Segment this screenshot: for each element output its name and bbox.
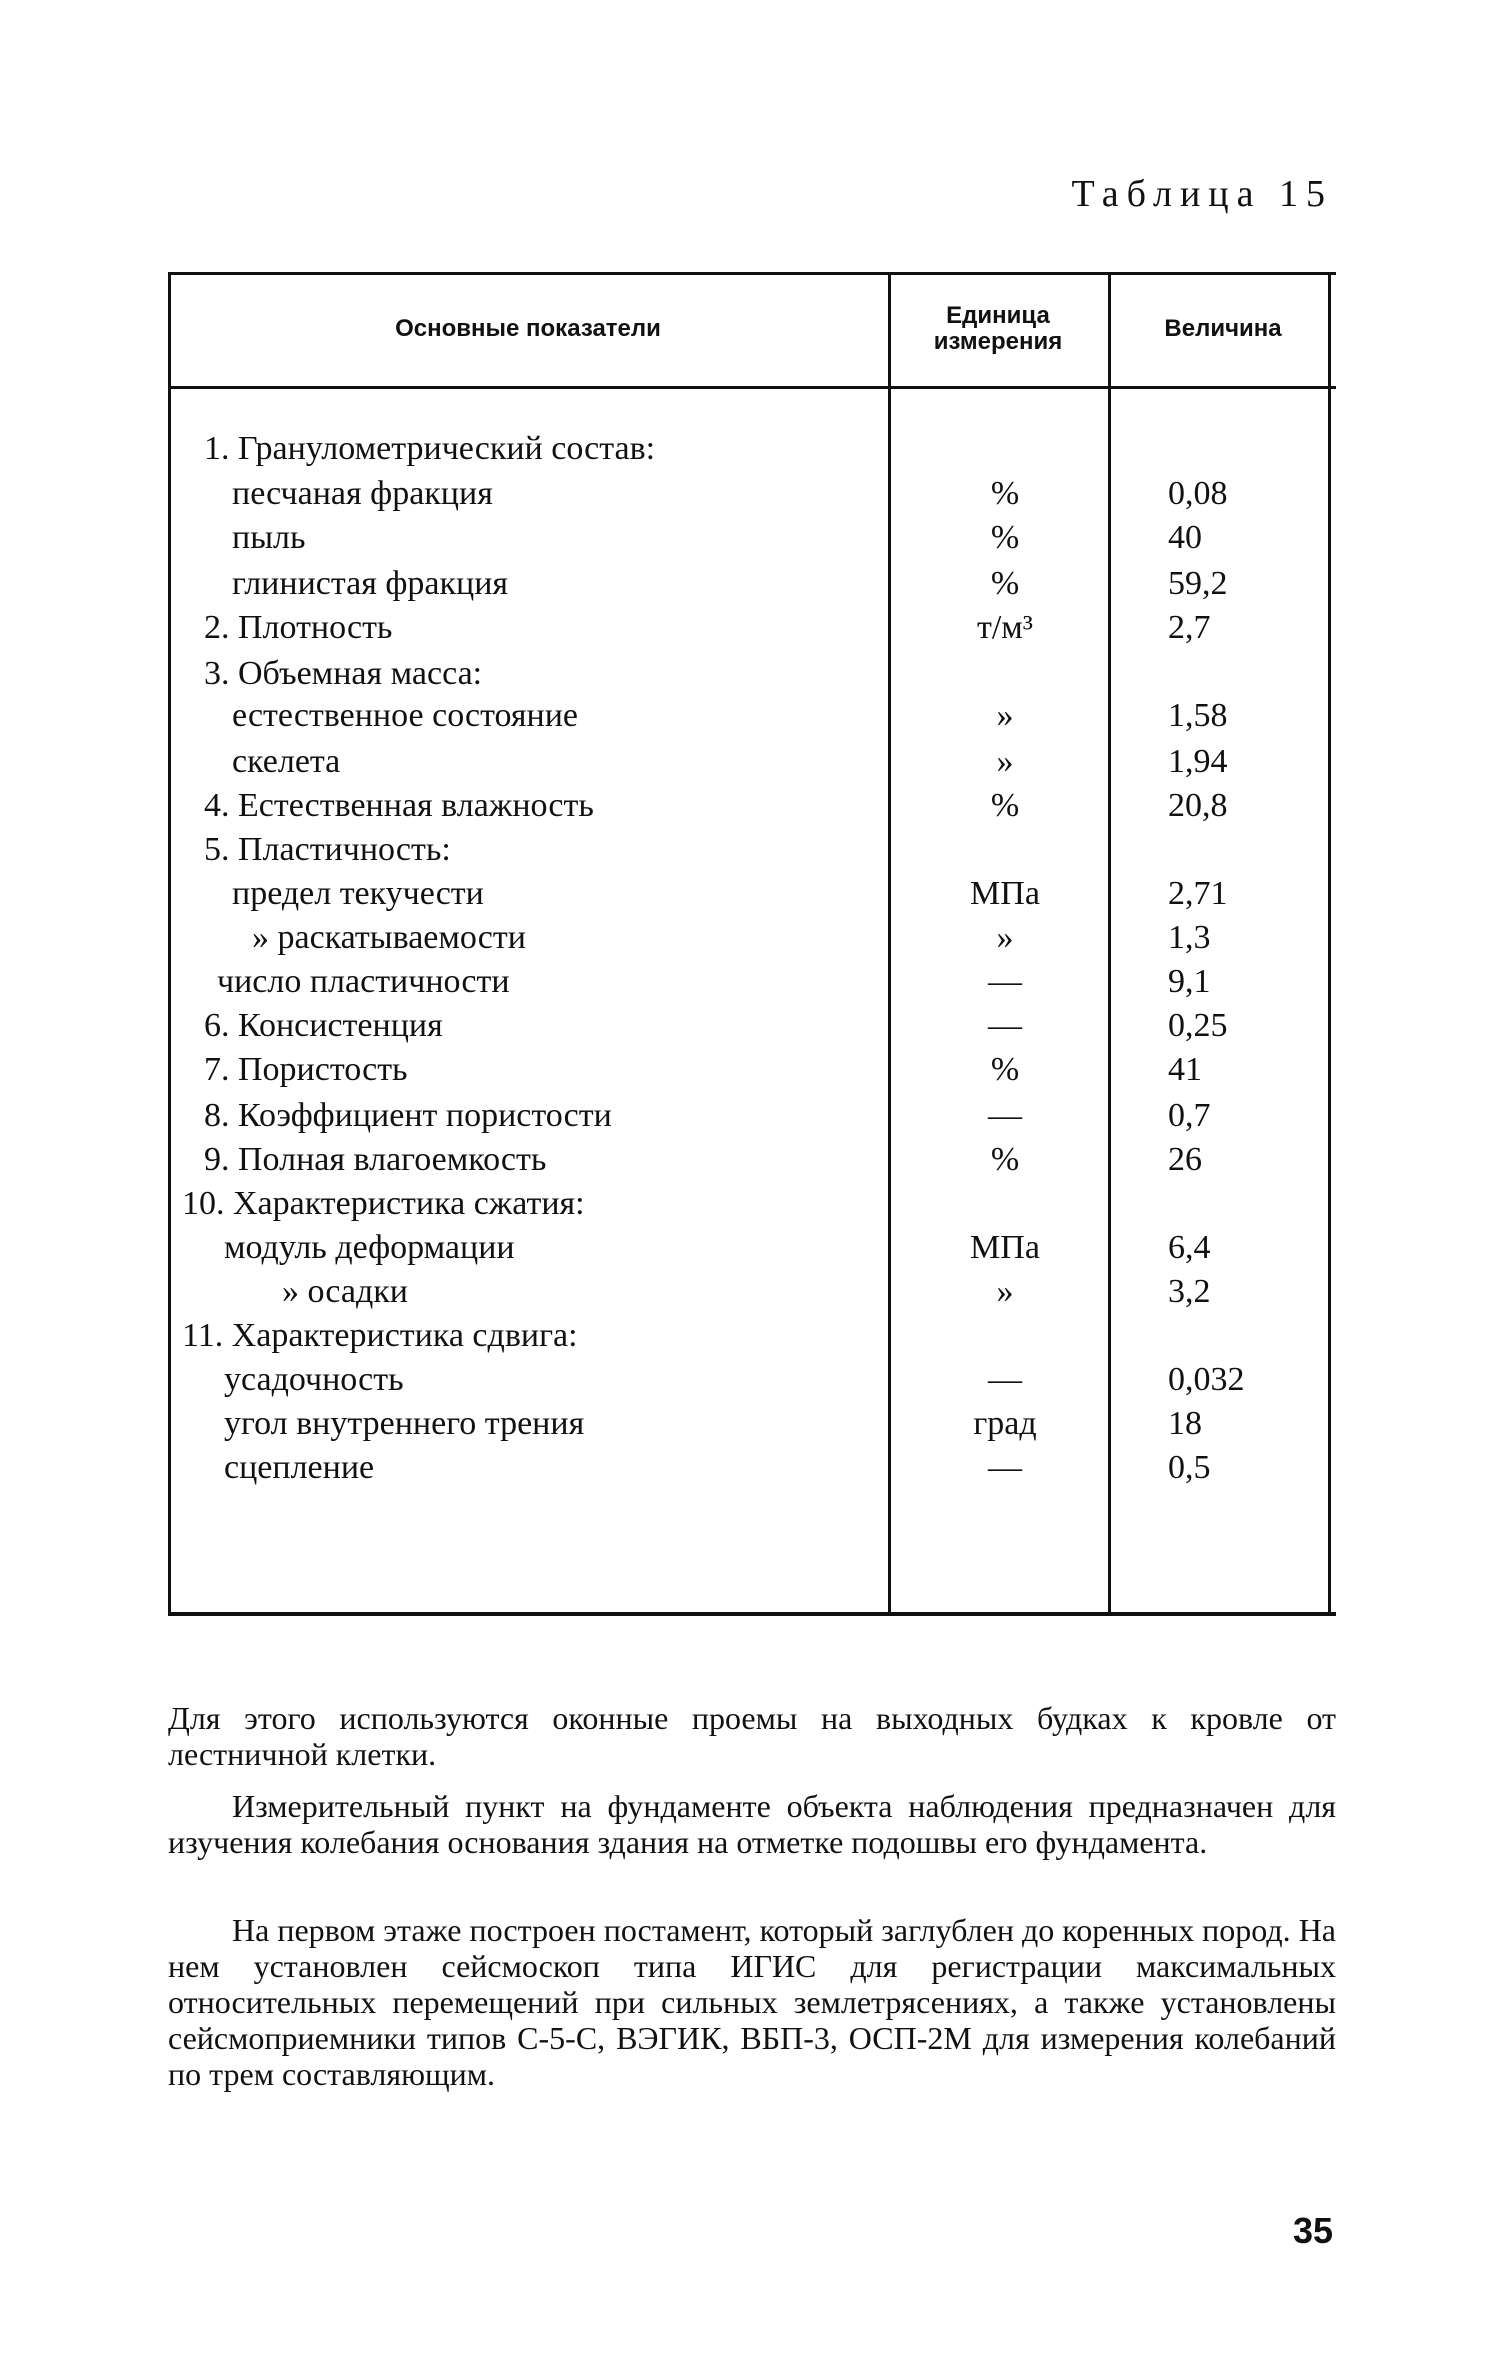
unit-cell: » [996, 697, 1014, 734]
value-cell: 1,58 [1168, 697, 1228, 734]
unit-cell: — [988, 1097, 1022, 1134]
value-cell: 9,1 [1168, 963, 1211, 1000]
indicator-name: угол внутреннего трения [224, 1405, 585, 1442]
unit-cell: » [996, 1273, 1014, 1310]
table-bottom-rule [168, 1612, 1336, 1616]
table-row [168, 740, 1336, 784]
table-row [168, 828, 1336, 872]
indicator-name: предел текучести [232, 875, 484, 912]
value-cell: 0,5 [1168, 1449, 1211, 1486]
value-cell: 1,94 [1168, 743, 1228, 780]
value-cell: 0,7 [1168, 1097, 1211, 1134]
header-indicator: Основные показатели [395, 315, 661, 342]
page-number: 35 [1292, 2210, 1333, 2251]
value-cell: 40 [1168, 519, 1202, 556]
indicator-name: модуль деформации [224, 1229, 515, 1266]
indicator-name: глинистая фракция [232, 565, 509, 602]
unit-cell: — [988, 963, 1022, 1000]
value-cell: 2,71 [1168, 875, 1228, 912]
paragraph: Для этого используются оконные проемы на выходных будках к кровле от лестничной клетки. [168, 1700, 1336, 1772]
paragraph: На первом этаже построен постамент, который заглублен до коренных пород. На нем установлен сейсмоскоп типа ИГИС для регистрации максимальных относительных перемещений при сильных землетрясениях, а также установлены сейсмоприемники типов С-5-С, ВЭГИК, ВБП-3, ОСП-2М для измерения колебаний по трем составляющим. [168, 1912, 1336, 2092]
unit-cell: % [990, 787, 1020, 824]
value-cell: 18 [1168, 1405, 1202, 1442]
indicator-name: 11. Характеристика сдвига: [182, 1317, 578, 1354]
indicator-name: 9. Полная влагоемкость [204, 1141, 547, 1178]
unit-cell: % [990, 565, 1020, 602]
data-table [168, 272, 1336, 1620]
table-row [168, 652, 1336, 696]
indicator-name: 8. Коэффициент пористости [204, 1097, 612, 1134]
value-cell: 2,7 [1168, 609, 1211, 646]
table-row [168, 960, 1336, 1004]
header-unit: Единица измерения [933, 302, 1063, 355]
table-row [168, 516, 1336, 560]
indicator-name: 1. Гранулометрический состав: [204, 430, 656, 467]
value-cell: 3,2 [1168, 1273, 1211, 1310]
value-cell: 0,032 [1168, 1361, 1245, 1398]
value-cell: 59,2 [1168, 565, 1228, 602]
unit-cell: МПа [970, 875, 1040, 912]
indicator-name: » осадки [282, 1273, 408, 1310]
unit-cell: — [988, 1361, 1022, 1398]
table-row [168, 916, 1336, 960]
indicator-name: 7. Пористость [204, 1051, 408, 1088]
indicator-name: естественное состояние [232, 697, 579, 734]
indicator-name: сцепление [224, 1449, 375, 1486]
indicator-name: 3. Объемная масса: [204, 655, 483, 692]
indicator-name: 2. Плотность [204, 609, 393, 646]
indicator-name: 6. Консистенция [204, 1007, 443, 1044]
indicator-name: усадочность [224, 1361, 404, 1398]
table-row [168, 1270, 1336, 1314]
table-row [168, 1358, 1336, 1402]
paragraph: Измерительный пункт на фундаменте объекта наблюдения предназначен для изучения колебания основания здания на отметке подошвы его фундамента. [168, 1788, 1336, 1860]
indicator-name: песчаная фракция [232, 475, 493, 512]
value-cell: 0,08 [1168, 475, 1228, 512]
value-cell: 6,4 [1168, 1229, 1211, 1266]
table-row [168, 606, 1336, 650]
table-row [168, 1094, 1336, 1138]
unit-cell: % [990, 1141, 1020, 1178]
table-caption: Таблица 15 [1071, 173, 1333, 215]
value-cell: 20,8 [1168, 787, 1228, 824]
table-row [168, 1402, 1336, 1446]
unit-cell: % [990, 475, 1020, 512]
indicator-name: 4. Естественная влажность [204, 787, 594, 824]
unit-cell: МПа [970, 1229, 1040, 1266]
indicator-name: число пластичности [217, 963, 510, 1000]
indicator-name: скелета [232, 743, 341, 780]
unit-cell: т/м³ [976, 609, 1033, 646]
unit-cell: — [988, 1449, 1022, 1486]
value-cell: 41 [1168, 1051, 1202, 1088]
table-row [168, 1138, 1336, 1182]
table-row [168, 1182, 1336, 1226]
header-bottom-rule [168, 386, 1336, 389]
unit-cell: — [988, 1007, 1022, 1044]
indicator-name: 10. Характеристика сжатия: [182, 1185, 585, 1222]
unit-cell: » [996, 743, 1014, 780]
unit-cell: % [990, 519, 1020, 556]
table-row [168, 1048, 1336, 1092]
indicator-name: » раскатываемости [252, 919, 526, 956]
table-row [168, 1004, 1336, 1048]
value-cell: 26 [1168, 1141, 1202, 1178]
value-cell: 0,25 [1168, 1007, 1228, 1044]
header-value: Величина [1164, 315, 1282, 342]
table-row [168, 784, 1336, 828]
table-row [168, 694, 1336, 738]
table-row [168, 427, 1336, 471]
table-row [168, 1314, 1336, 1358]
table-row [168, 562, 1336, 606]
unit-cell: град [973, 1405, 1037, 1442]
table-row [168, 1226, 1336, 1270]
table-row [168, 472, 1336, 516]
unit-cell: » [996, 919, 1014, 956]
indicator-name: 5. Пластичность: [204, 831, 451, 868]
table-row [168, 872, 1336, 916]
unit-cell: % [990, 1051, 1020, 1088]
table-row [168, 1446, 1336, 1490]
indicator-name: пыль [232, 519, 306, 556]
value-cell: 1,3 [1168, 919, 1211, 956]
